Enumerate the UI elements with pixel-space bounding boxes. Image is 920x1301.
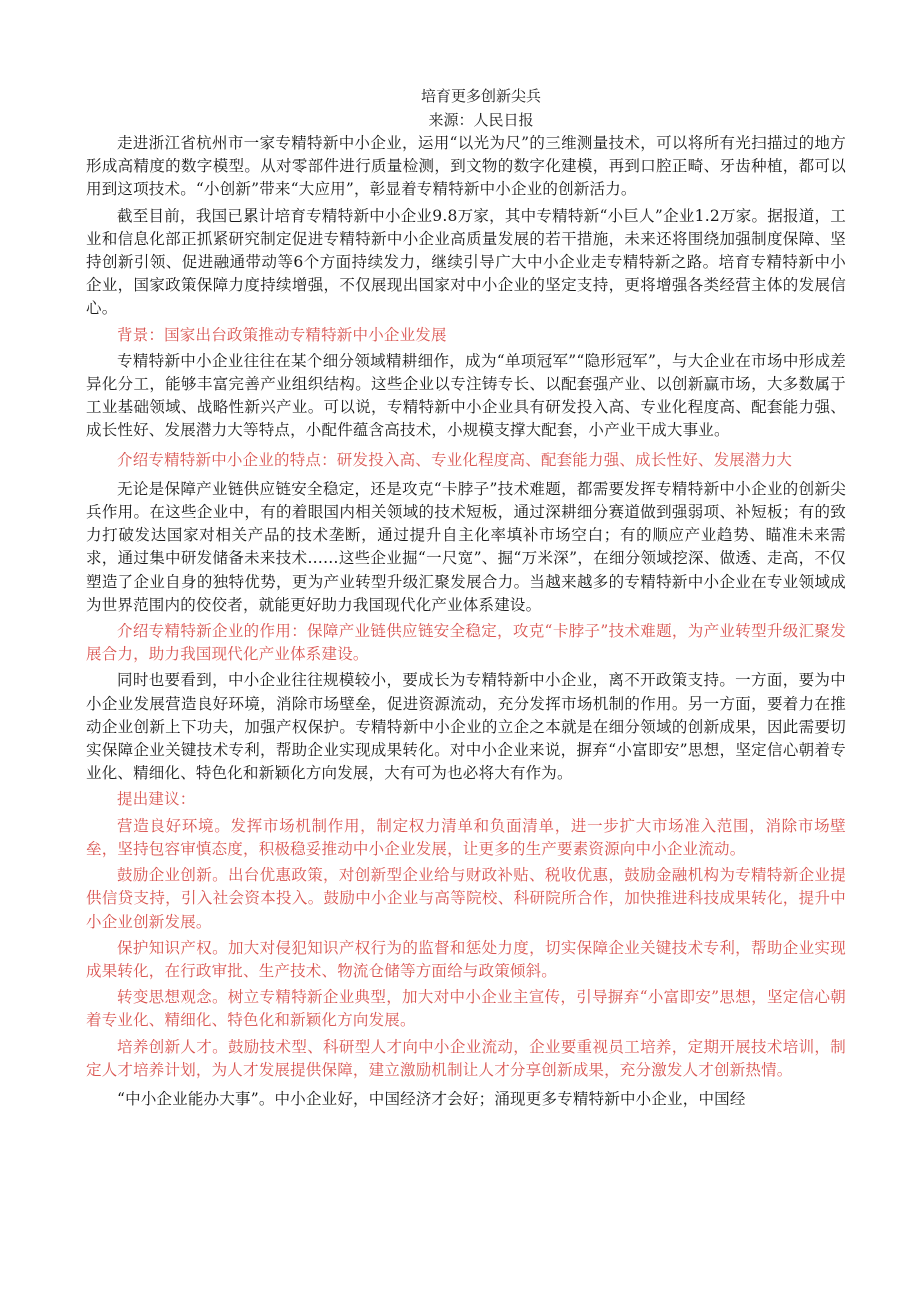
paragraph-role: 无论是保障产业链供应链安全稳定，还是攻克“卡脖子”技术难题，都需要发挥专精特新中小企业的创新尖兵作用。在这些企业中，有的着眼国内相关领域的技术短板，通过深耕细分赛道做到强弱项、补短板；有的致力打破发达国家对相关产品的技术垄断，通过提升自主化率填补市场空白；有的顺应产业趋势、瞄准未来需求，通过集中研发储备未来技术……这些企业掘“一尺宽”、掘“万米深”，在细分领域挖深、做透、走高，不仅塑造了企业自身的独特优势，更为产业转型升级汇聚发展合力。当越来越多的专精特新中小企业在专业领域成为世界范围内的佼佼者，就能更好助力我国现代化产业体系建设。 <box>86 479 846 614</box>
annotation-suggestions-heading: 提出建议： <box>117 790 196 809</box>
paragraph-intro: 走进浙江省杭州市一家专精特新中小企业，运用“以光为尺”的三维测量技术，可以将所有光扫描过的地方形成高精度的数字模型。从对零部件进行质量检测，到文物的数字化建模，再到口腔正畸、牙齿种植，都可以用到这项技术。“小创新”带来“大应用”，彰显着专精特新中小企业的创新活力。 <box>86 134 846 199</box>
annotation-features: 介绍专精特新中小企业的特点：研发投入高、专业化程度高、配套能力强、成长性好、发展潜力大 <box>117 450 793 469</box>
paragraph-statistics: 截至目前，我国已累计培育专精特新中小企业9.8万家，其中专精特新“小巨人”企业1.2万家。据报道，工业和信息化部正抓紧研究制定促进专精特新中小企业高质量发展的若干措施，未来还将围绕加强制度保障、坚持创新引领、促进融通带动等6个方面持续发力，继续引导广大中小企业走专精特新之路。培育专精特新中小企业，国家政策保障力度持续增强，不仅展现出国家对中小企业的坚定支持，更将增强各类经营主体的发展信心。 <box>86 206 846 318</box>
suggestion-innovation: 鼓励企业创新。出台优惠政策，对创新型企业给与财政补贴、税收优惠，鼓励金融机构为专精特新企业提供信贷支持，引入社会资本投入。鼓励中小企业与高等院校、科研院所合作，加快推进科技成果转化，提升中小企业创新发展。 <box>86 866 846 931</box>
paragraph-features: 专精特新中小企业往往在某个细分领域精耕细作，成为“单项冠军”“隐形冠军”，与大企业在市场中形成差异化分工，能够丰富完善产业组织结构。这些企业以专注铸专长、以配套强产业、以创新赢市场，大多数属于工业基础领域、战略性新兴产业。可以说，专精特新中小企业具有研发投入高、专业化程度高、配套能力强、成长性好、发展潜力大等特点，小配件蕴含高技术，小规模支撑大配套，小产业干成大事业。 <box>86 351 846 440</box>
paragraph-conclusion: “中小企业能办大事”。中小企业好，中国经济才会好；涌现更多专精特新中小企业，中国经 <box>117 1089 746 1108</box>
document-source: 来源：人民日报 <box>428 111 534 129</box>
suggestion-mindset: 转变思想观念。树立专精特新企业典型，加大对中小企业主宣传，引导摒弃“小富即安”思想，坚定信心朝着专业化、精细化、特色化和新颖化方向发展。 <box>86 988 846 1030</box>
annotation-background: 背景：国家出台政策推动专精特新中小企业发展 <box>117 325 447 344</box>
paragraph-policy: 同时也要看到，中小企业往往规模较小，要成长为专精特新中小企业，离不开政策支持。一方面，要为中小企业发展营造良好环境，消除市场壁垒，促进资源流动，充分发挥市场机制的作用。另一方面，要着力在推动企业创新上下功夫，加强产权保护。专精特新中小企业的立企之本就是在细分领域的创新成果，因此需要切实保障企业关键技术专利，帮助企业实现成果转化。对中小企业来说，摒弃“小富即安”思想，坚定信心朝着专业化、精细化、特色化和新颖化方向发展，大有可为也必将大有作为。 <box>86 671 846 783</box>
annotation-role: 介绍专精特新企业的作用：保障产业链供应链安全稳定，攻克“卡脖子”技术难题，为产业转型升级汇聚发展合力，助力我国现代化产业体系建设。 <box>86 622 846 664</box>
document-page <box>86 84 846 1111</box>
suggestion-talent: 培养创新人才。鼓励技术型、科研型人才向中小企业流动，企业要重视员工培养，定期开展技术培训，制定人才培养计划，为人才发展提供保障，建立激励机制让人才分享创新成果，充分激发人才创新热情。 <box>86 1037 846 1079</box>
document-title: 培育更多创新尖兵 <box>420 87 541 105</box>
suggestion-environment: 营造良好环境。发挥市场机制作用，制定权力清单和负面清单，进一步扩大市场准入范围，消除市场壁垒，坚持包容审慎态度，积极稳妥推动中小企业发展，让更多的生产要素资源向中小企业流动。 <box>86 816 846 858</box>
suggestion-ip-protection: 保护知识产权。加大对侵犯知识产权行为的监督和惩处力度，切实保障企业关键技术专利，帮助企业实现成果转化，在行政审批、生产技术、物流仓储等方面给与政策倾斜。 <box>86 938 846 980</box>
